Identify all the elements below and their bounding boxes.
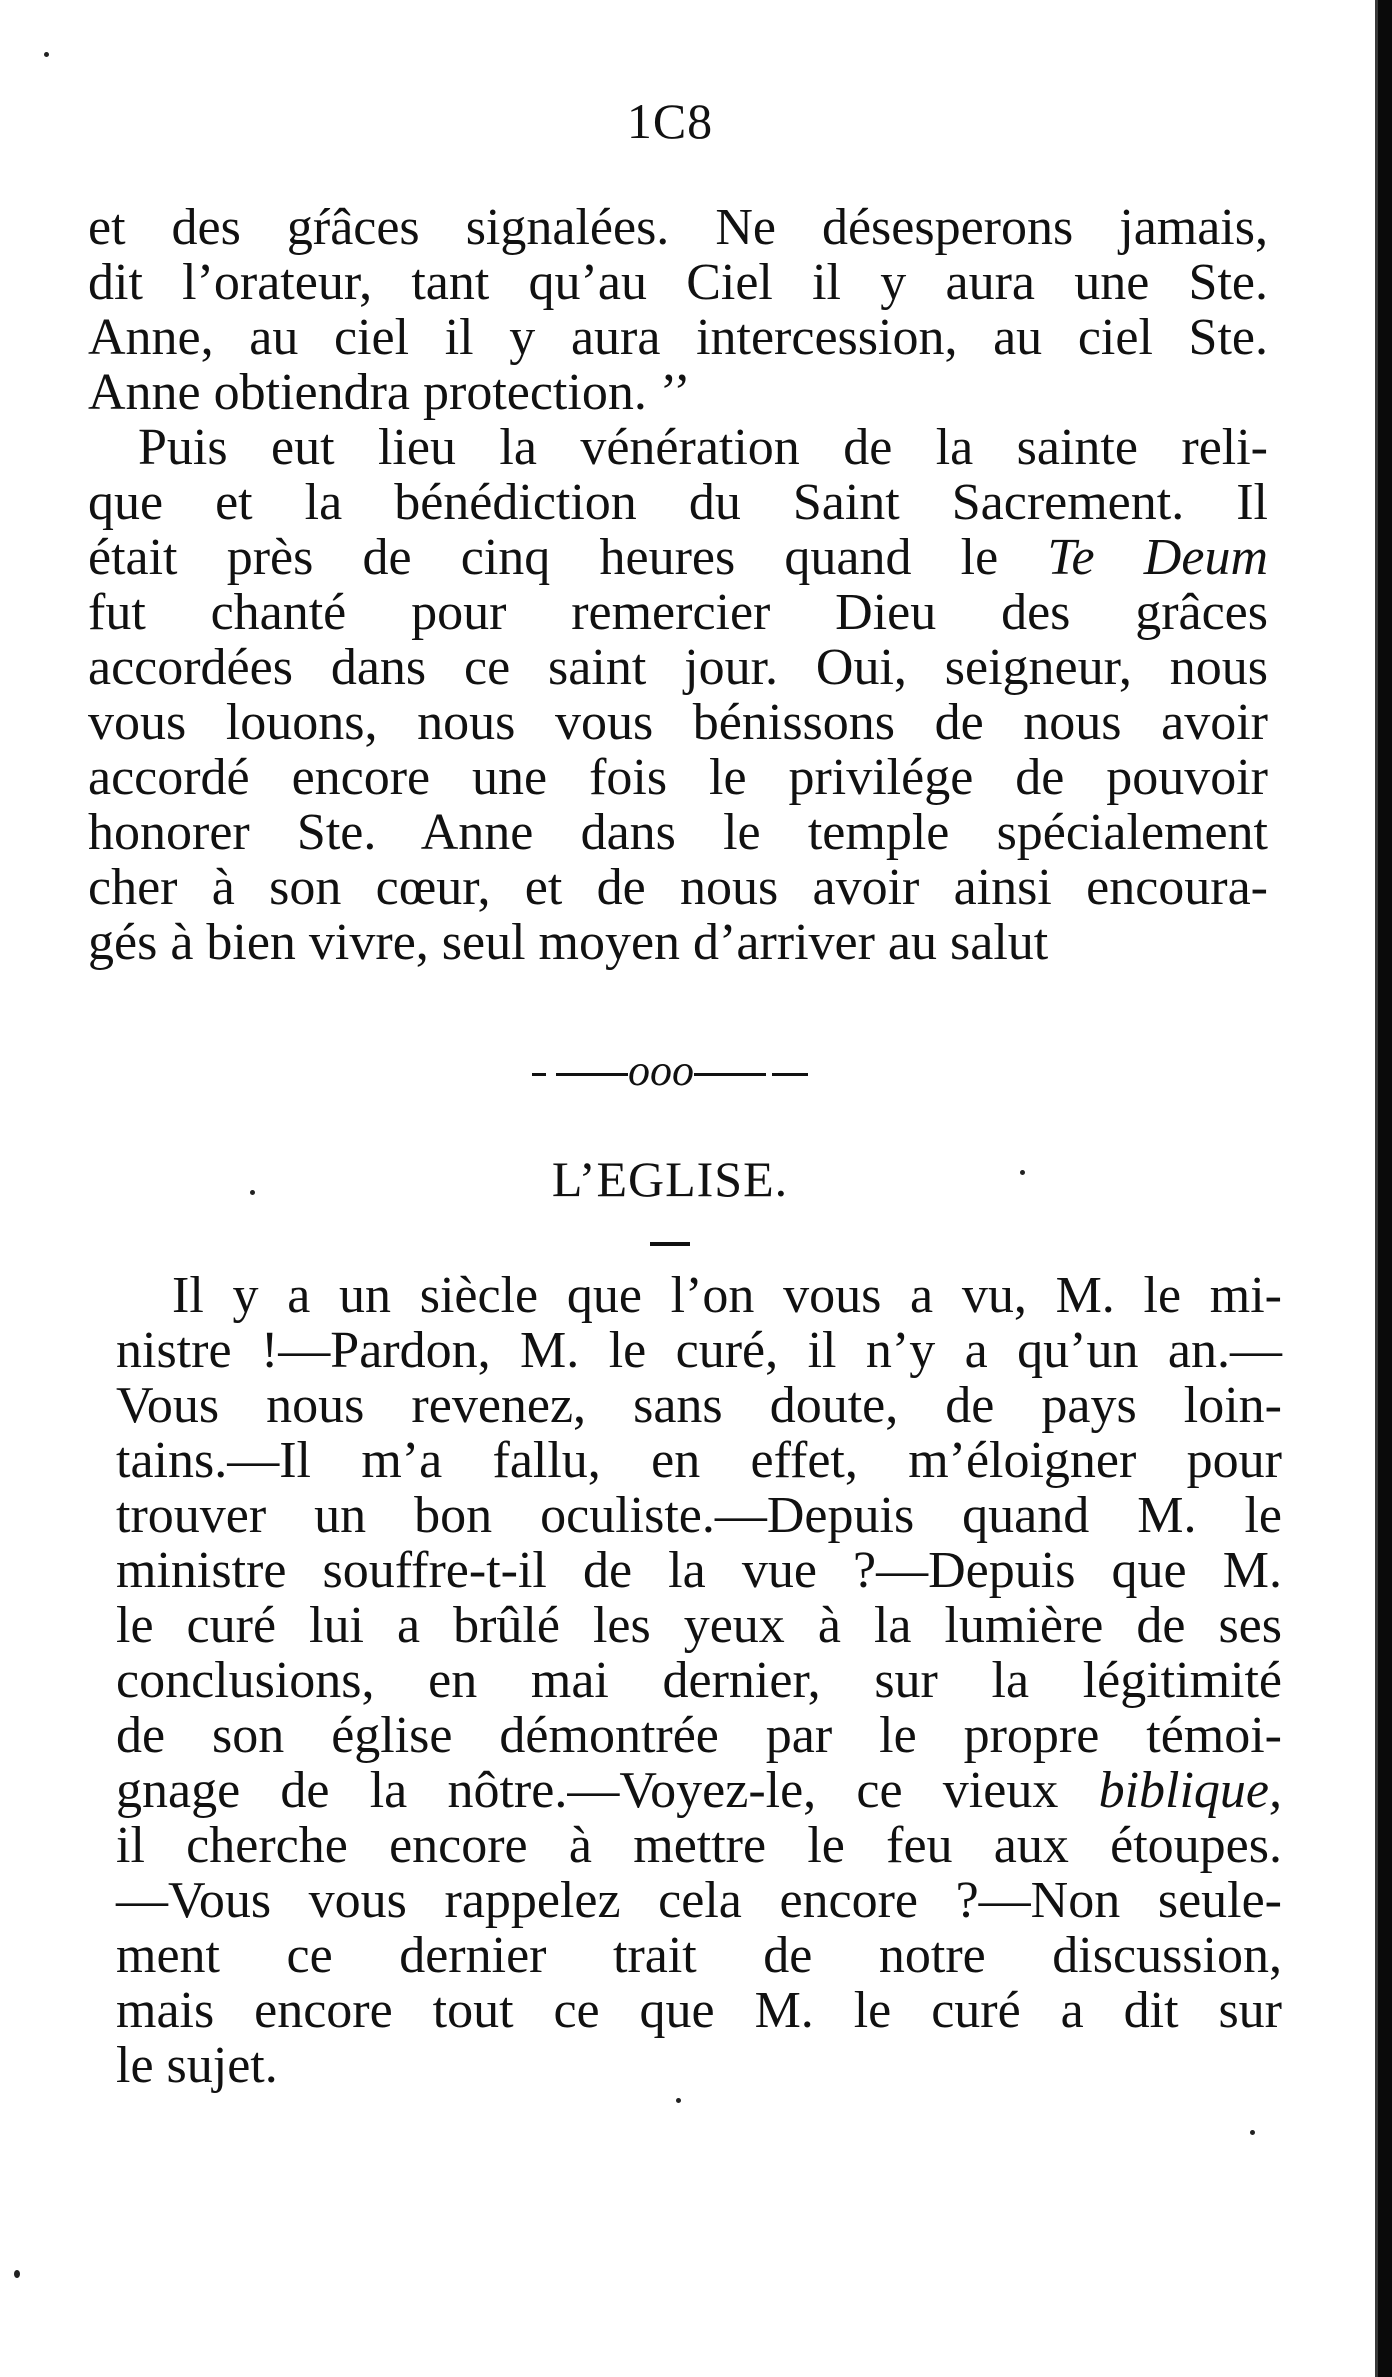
separator-ornament: ooo: [628, 1046, 694, 1095]
text-line: Anne, au ciel il y aura intercession, au ciel Ste.: [88, 309, 1268, 366]
text-line: Vous nous revenez, sans doute, de pays loin-: [116, 1377, 1282, 1434]
separator-dash: [694, 1073, 766, 1076]
text-line: trouver un bon oculiste.—Depuis quand M. le: [116, 1487, 1282, 1544]
text-line-with-italic: [88, 530, 1268, 585]
separator-dash: [772, 1073, 808, 1076]
print-speck: [44, 52, 49, 57]
title-rule: [650, 1242, 690, 1246]
text-line: ment ce dernier trait de notre discussion,: [116, 1927, 1282, 1984]
italic-phrase: biblique,: [1098, 1762, 1282, 1819]
italic-phrase: Te Deum: [1047, 529, 1268, 586]
text-line: il cherche encore à mettre le feu aux étoupes.: [116, 1817, 1282, 1874]
page-number: 1C8: [626, 93, 714, 149]
text-line: le sujet.: [116, 2037, 278, 2094]
section-separator: [0, 1045, 1340, 1096]
separator-dash: [556, 1073, 628, 1076]
text-line: tains.—Il m’a fallu, en effet, m’éloigner pour: [116, 1432, 1282, 1489]
text-line: et des gŕâces signalées. Ne désesperons jamais,: [88, 199, 1268, 256]
text-line: dit l’orateur, tant qu’au Ciel il y aura une Ste.: [88, 254, 1268, 311]
text-line: honorer Ste. Anne dans le temple spécialement: [88, 804, 1268, 861]
text-fragment: gnage de la nôtre.—Voyez-le, ce vieux: [116, 1762, 1099, 1819]
text-fragment: était près de cinq heures quand le: [88, 529, 1048, 586]
text-line: conclusions, en mai dernier, sur la légitimité: [116, 1652, 1282, 1709]
text-line: nistre !—Pardon, M. le curé, il n’y a qu’un an.—: [116, 1322, 1282, 1379]
text-line: cher à son cœur, et de nous avoir ainsi encoura-: [88, 859, 1268, 916]
text-line: accordées dans ce saint jour. Oui, seigneur, nous: [88, 639, 1268, 696]
page-binding-bar: [1378, 0, 1392, 2377]
text-line: Puis eut lieu la vénération de la sainte reli-: [138, 419, 1268, 476]
print-speck: [1250, 2130, 1255, 2135]
text-line: Il y a un siècle que l’on vous a vu, M. le mi-: [172, 1267, 1282, 1324]
text-line-with-italic: [116, 1763, 1282, 1818]
text-line: —Vous vous rappelez cela encore ?—Non seule-: [116, 1872, 1282, 1929]
section-title: L’EGLISE.: [551, 1151, 789, 1207]
separator-dash: [532, 1073, 546, 1076]
text-line: ministre souffre-t-il de la vue ?—Depuis que M.: [116, 1542, 1282, 1599]
print-speck: [1020, 1170, 1025, 1175]
text-line: gés à bien vivre, seul moyen d’arriver au salut: [88, 914, 1049, 971]
text-line: de son église démontrée par le propre témoi-: [116, 1707, 1282, 1764]
text-line: que et la bénédiction du Saint Sacrement. Il: [88, 474, 1268, 531]
text-line: Anne obtiendra protection. ’’: [88, 364, 691, 421]
text-line: le curé lui a brûlé les yeux à la lumière de ses: [116, 1597, 1282, 1654]
print-speck: [676, 2098, 681, 2103]
print-speck: [14, 2270, 20, 2278]
print-speck: [250, 1190, 255, 1195]
text-line: accordé encore une fois le privilége de pouvoir: [88, 749, 1268, 806]
text-line: vous louons, nous vous bénissons de nous avoir: [88, 694, 1268, 751]
body-text-top: [88, 200, 1268, 970]
text-line: fut chanté pour remercier Dieu des grâces: [88, 584, 1268, 641]
body-text-bottom: [116, 1268, 1282, 2093]
text-line: mais encore tout ce que M. le curé a dit sur: [116, 1982, 1282, 2039]
